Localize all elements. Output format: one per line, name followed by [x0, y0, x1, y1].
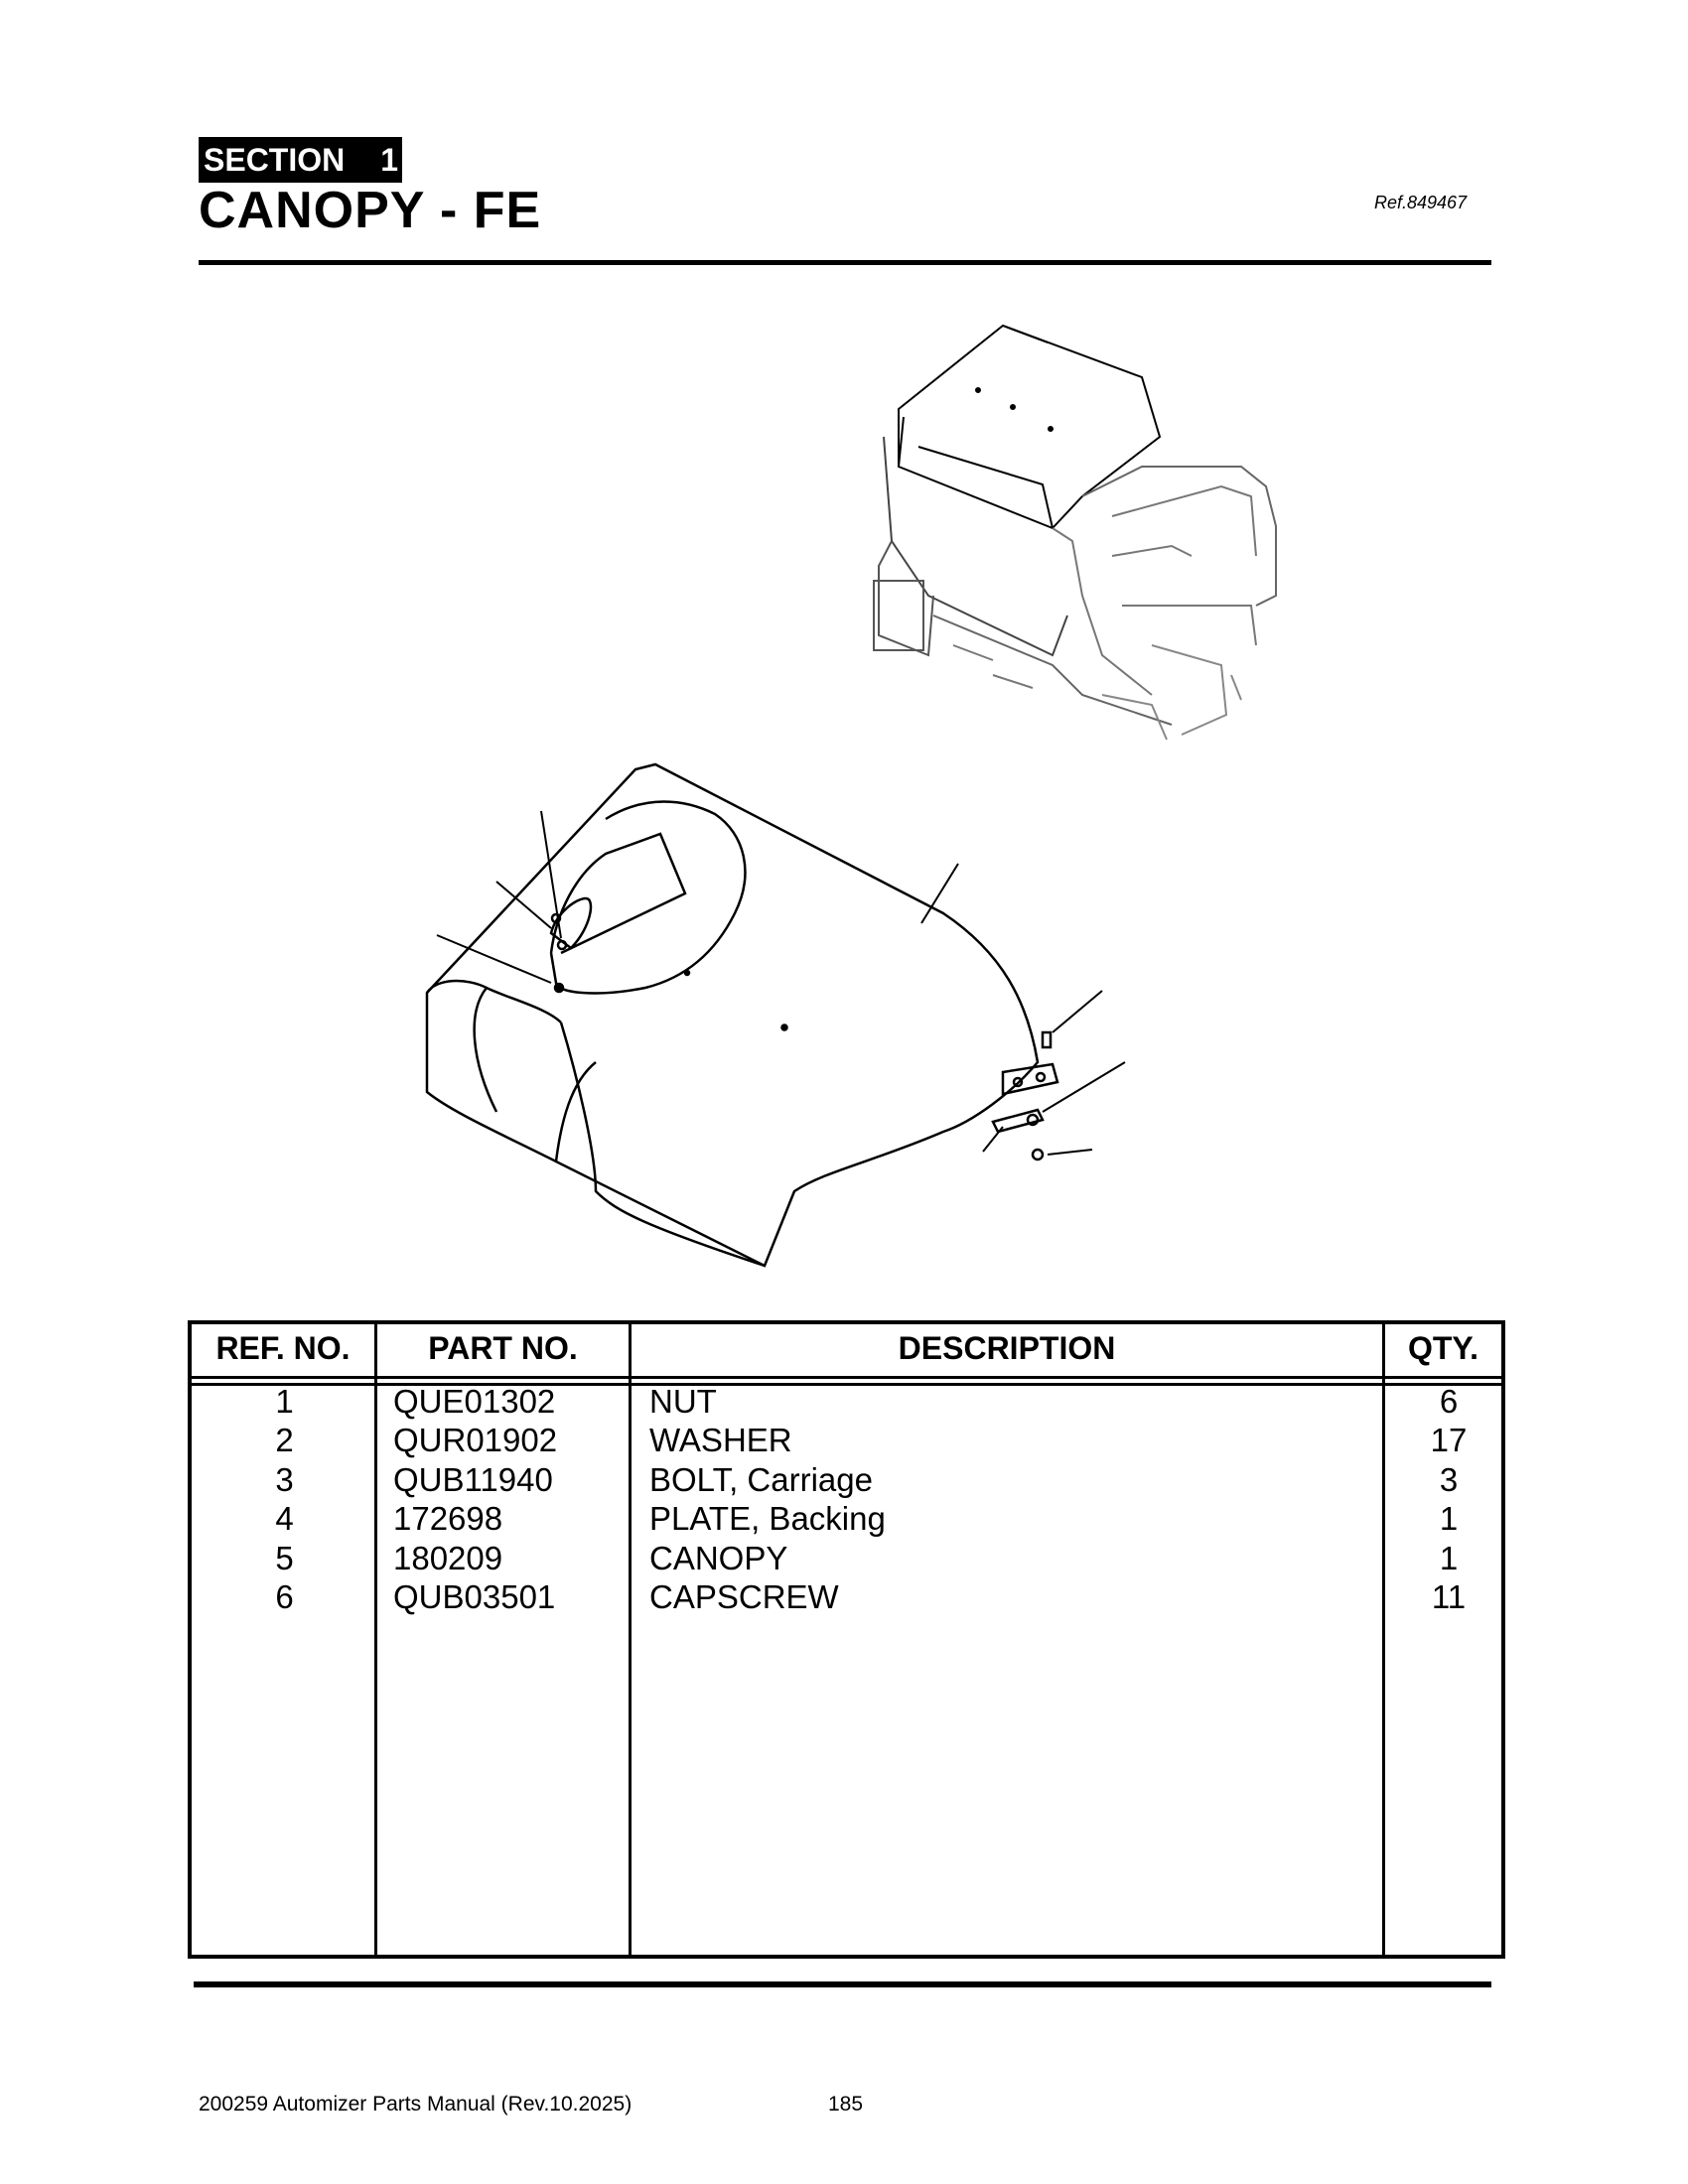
part-no: QUB11940	[393, 1460, 553, 1498]
part-no: 180209	[393, 1539, 503, 1576]
canopy-exploded-view-drawing	[427, 764, 1125, 1266]
table-row	[192, 1421, 1501, 1459]
ref-no: 4	[275, 1500, 294, 1538]
description: WASHER	[649, 1422, 792, 1459]
header-ref-no: REF. NO.	[215, 1330, 351, 1366]
quantity: 1	[1439, 1500, 1459, 1538]
table-row	[192, 1460, 1501, 1499]
quantity: 11	[1431, 1577, 1467, 1615]
table-row	[192, 1577, 1501, 1616]
page-title: CANOPY - FE	[199, 182, 542, 239]
ref-no: 1	[275, 1383, 294, 1420]
quantity: 6	[1439, 1383, 1459, 1420]
ref-no: 2	[275, 1422, 294, 1459]
description: BOLT, Carriage	[649, 1460, 873, 1498]
quantity: 1	[1439, 1539, 1459, 1576]
quantity: 17	[1430, 1422, 1468, 1459]
header-description: DESCRIPTION	[898, 1330, 1116, 1366]
header-qty: QTY.	[1407, 1330, 1479, 1366]
part-no: QUB03501	[393, 1577, 556, 1615]
header-divider	[192, 1376, 1501, 1379]
description: CAPSCREW	[649, 1577, 839, 1615]
description: NUT	[649, 1383, 717, 1420]
section-number: 1	[380, 141, 399, 178]
parts-table	[188, 1320, 1505, 1959]
description: CANOPY	[649, 1539, 788, 1576]
part-no: QUR01902	[393, 1422, 558, 1459]
ref-no: 5	[275, 1539, 294, 1576]
table-row	[192, 1382, 1501, 1421]
table-row	[192, 1499, 1501, 1538]
table-row	[192, 1539, 1501, 1577]
machine-overview-drawing	[874, 326, 1276, 740]
section-label: SECTION	[204, 141, 346, 178]
reference-code: Ref.849467	[1374, 193, 1468, 212]
table-body	[192, 1382, 1501, 1616]
header-part-no: PART NO.	[428, 1330, 578, 1366]
ref-no: 3	[275, 1460, 294, 1498]
ref-no: 6	[275, 1577, 294, 1615]
description: PLATE, Backing	[649, 1500, 886, 1538]
part-no: QUE01302	[393, 1383, 556, 1420]
page-number: 185	[828, 2093, 864, 2116]
footer-rule	[194, 1981, 1491, 1987]
part-no: 172698	[393, 1500, 503, 1538]
footer-document-title: 200259 Automizer Parts Manual (Rev.10.2025)	[199, 2093, 633, 2116]
quantity: 3	[1439, 1460, 1459, 1498]
